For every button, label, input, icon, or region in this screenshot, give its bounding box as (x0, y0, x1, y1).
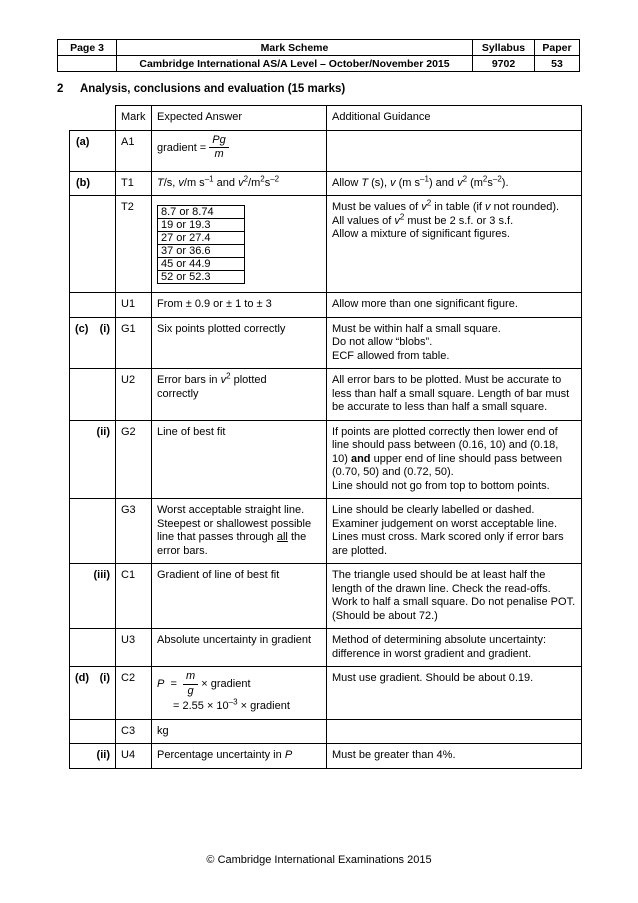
expected-answer: T/s, v/m $s^{-1}$ and $v^2/m^2s^{-2}$ (152, 171, 327, 196)
guidance-line: ECF allowed from table. (332, 349, 450, 362)
answer-text: correctly (157, 387, 199, 400)
value-cell: 8.7 or 8.74 (158, 206, 245, 219)
guidance: The triangle used should be at least half the length of the drawn line. Check the read-offs. Work to half a small square. Do not penalise POT. (Should be about 72.) (327, 564, 582, 629)
mark-code: G3 (116, 499, 152, 564)
guidance: Allow T (s), v (m $s^{-1}$) and $v^2$ $(m^2s^{-2})$. (327, 171, 582, 196)
formula-eq: = (170, 677, 177, 690)
table-row (70, 420, 582, 499)
sub-part: (i) (99, 672, 110, 684)
guidance: Must be values of $v^2$ in table (if v not rounded). All values of $v^2$ must be 2 s.f. or 3 s.f. Allow a mixture of significant figures. (327, 196, 582, 293)
value-cell: 19 or 19.3 (158, 219, 245, 232)
exam-title: Cambridge International AS/A Level – October/November 2015 (117, 56, 473, 72)
expected-answer (152, 667, 327, 720)
expected-answer (152, 499, 327, 564)
value-cell: 52 or 52.3 (158, 271, 245, 284)
section-title: Analysis, conclusions and evaluation (15 marks) (80, 83, 346, 95)
syllabus-label: Syllabus (473, 40, 535, 56)
mark-code: T2 (116, 196, 152, 293)
mark-code: U3 (116, 629, 152, 667)
guidance-text: If points are plotted correctly then lower end of line should pass between (0.16, 10) and (0.18, 10) (332, 425, 559, 465)
guidance: Must be greater than 4%. (327, 744, 582, 769)
values-table (157, 205, 245, 284)
guidance-text: Line should not go from top to bottom points. (332, 479, 550, 492)
expected-answer: From ± 0.9 or ± 1 to ± 3 (152, 293, 327, 318)
mark-code: C2 (116, 667, 152, 720)
table-row (70, 719, 582, 744)
formula-text: = 2.55 × 10 (173, 700, 229, 712)
value-cell: 37 or 36.6 (158, 245, 245, 258)
answer-text: Percentage uncertainty in (157, 749, 282, 761)
expected-answer (152, 744, 327, 769)
guidance-text: upper end of line should pass between (0.70, 50) and (0.72, 50). (332, 452, 562, 478)
mark-code: T1 (116, 171, 152, 196)
numerator: Pg (209, 134, 228, 149)
formula-text: × gradient (240, 700, 290, 712)
paper-label: Paper (535, 40, 580, 56)
paper-number: 53 (535, 56, 580, 72)
syllabus-code: 9702 (473, 56, 535, 72)
part-label (70, 317, 116, 369)
fraction (209, 134, 228, 162)
guidance-line: Do not allow “blobs”. (332, 336, 433, 348)
table-row (70, 629, 582, 667)
answer-text: Worst acceptable straight line. Steepest or shallowest possible line that passes through (157, 504, 312, 543)
denominator: g (187, 684, 194, 697)
formula-prefix: gradient = (157, 141, 207, 154)
guidance-emphasis: and (350, 452, 371, 465)
guidance: Must use gradient. Should be about 0.19. (327, 667, 582, 720)
guidance (327, 317, 582, 369)
part-letter: (d) (75, 672, 90, 684)
value-cell: 27 or 27.4 (158, 232, 245, 245)
answer-emphasis: all (276, 531, 288, 543)
part-letter: (c) (75, 322, 89, 335)
expected-answer: Absolute uncertainty in gradient (152, 629, 327, 667)
scheme-title: Mark Scheme (117, 40, 473, 56)
expected-answer: Gradient of line of best fit (152, 564, 327, 629)
table-row (70, 564, 582, 629)
table-header-row (70, 106, 582, 131)
expected-answer: Line of best fit (152, 420, 327, 499)
sub-part: (ii) (70, 744, 116, 769)
mark-code: G1 (116, 317, 152, 369)
table-row (70, 499, 582, 564)
guidance-line: Must be within half a small square. (332, 322, 501, 335)
guidance (327, 420, 582, 499)
mark-code: U1 (116, 293, 152, 318)
expected-answer: kg (152, 719, 327, 744)
sub-part: (i) (99, 322, 110, 335)
answer-text: the error bars. (157, 531, 307, 557)
formula-exponent: –3 (228, 697, 238, 707)
header-table (57, 39, 580, 72)
guidance: All error bars to be plotted. Must be accurate to less than half a small square. Length of bar must be accurate to less than half a small square. (327, 369, 582, 421)
col-expected: Expected Answer (152, 106, 327, 131)
formula-symbol: P (157, 677, 165, 690)
table-row (70, 196, 582, 293)
table-row (70, 369, 582, 421)
expected-answer: Six points plotted correctly (152, 317, 327, 369)
section-heading (57, 83, 345, 95)
col-guidance: Additional Guidance (327, 106, 582, 131)
mark-code: U4 (116, 744, 152, 769)
footer-copyright: © Cambridge International Examinations 2015 (206, 854, 432, 866)
numerator: m (183, 670, 198, 685)
formula-text: × gradient (201, 677, 251, 690)
table-row (70, 130, 582, 171)
value-cell: 45 or 44.9 (158, 258, 245, 271)
mark-code: C3 (116, 719, 152, 744)
col-mark: Mark (116, 106, 152, 131)
expected-answer: Error bars in $v^2$ plotted correctly (152, 369, 327, 421)
sub-part: (iii) (70, 564, 116, 629)
mark-code: C1 (116, 564, 152, 629)
part-label: (b) (70, 171, 116, 196)
guidance: Method of determining absolute uncertainty: difference in worst gradient and gradient. (327, 629, 582, 667)
expected-answer (152, 196, 327, 293)
mark-code: U2 (116, 369, 152, 421)
answer-symbol: P (284, 749, 293, 761)
page-number: Page 3 (58, 40, 117, 56)
section-number: 2 (57, 83, 64, 95)
sub-part: (ii) (70, 420, 116, 499)
part-label (70, 667, 116, 720)
part-label: (a) (70, 130, 116, 171)
mark-scheme-table (69, 105, 582, 769)
table-row (70, 744, 582, 769)
table-row (70, 667, 582, 720)
mark-code: G2 (116, 420, 152, 499)
guidance: Allow more than one significant figure. (327, 293, 582, 318)
table-row (70, 317, 582, 369)
mark-code: A1 (116, 130, 152, 171)
denominator: m (214, 148, 224, 160)
fraction (183, 670, 198, 698)
expected-answer (152, 130, 327, 171)
table-row (70, 293, 582, 318)
table-row (70, 171, 582, 196)
guidance: Line should be clearly labelled or dashed. Examiner judgement on worst acceptable line. Lines must cross. Mark scored only if error bars are plotted. (327, 499, 582, 564)
